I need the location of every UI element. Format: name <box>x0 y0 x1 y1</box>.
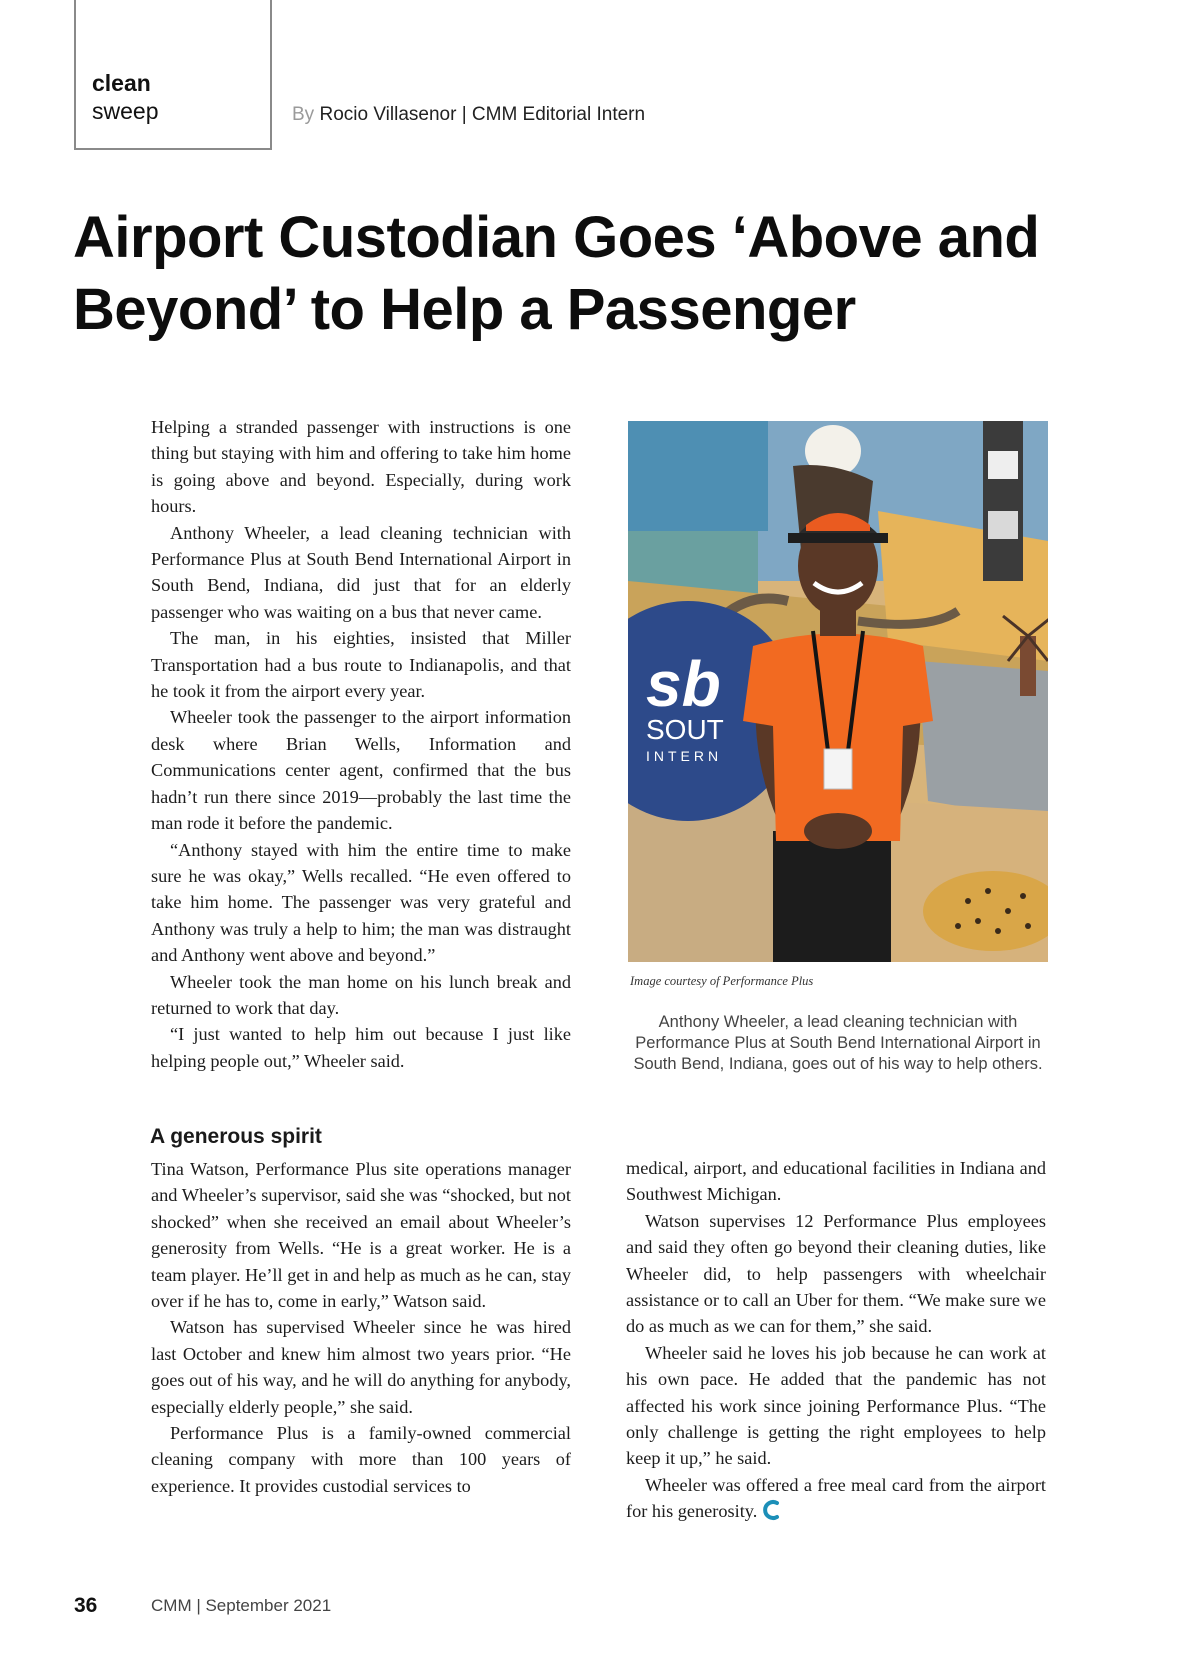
paragraph: “I just wanted to help him out because I just like helping people out,” Wheeler said. <box>151 1024 571 1071</box>
body-column-2 <box>151 1156 571 1499</box>
photo-credit: Image courtesy of Performance Plus <box>630 974 814 988</box>
paragraph: medical, airport, and educational facilities in Indiana and Southwest Michigan. <box>626 1158 1046 1205</box>
article-headline: Airport Custodian Goes ‘Above and Beyond’ to Help a Passenger <box>73 205 1040 342</box>
paragraph: Wheeler said he loves his job because he can work at his own pace. He added that the pandemic has not affected his work since joining Performance Plus. “The only challenge is getting the right employees to help keep it up,” he said. <box>626 1342 1046 1469</box>
paragraph: Watson supervises 12 Performance Plus employees and said they often go beyond their cleaning duties, like Wheeler did, to help passengers with wheelchair assistance or to call an Uber for them. “We make sure we do as much as we can for them,” she said. <box>626 1210 1046 1337</box>
byline <box>292 104 645 126</box>
sign-logo-text: sb <box>646 648 721 720</box>
photo-caption: Anthony Wheeler, a lead cleaning technician with Performance Plus at South Bend International Airport in South Bend, Indiana, goes out of his way to help others. <box>633 1013 1043 1073</box>
article-photo <box>628 421 1048 962</box>
paragraph-text: Wheeler was offered a free meal card from the airport for his generosity. <box>626 1474 1046 1522</box>
publication-footer: CMM | September 2021 <box>151 1596 332 1615</box>
photo-illustration <box>628 421 1048 962</box>
paragraph: Wheeler took the man home on his lunch break and returned to work that day. <box>151 971 571 1018</box>
paragraph: Performance Plus is a family-owned commercial cleaning company with more than 100 years of experience. It provides custodial services to <box>151 1423 571 1496</box>
page-number: 36 <box>74 1594 98 1617</box>
section-label-line1: clean <box>92 70 151 96</box>
sign-intl-text: INTERN <box>646 748 723 764</box>
byline-prefix: By <box>292 104 315 125</box>
paragraph: Tina Watson, Performance Plus site operations manager and Wheeler’s supervisor, said she was “shocked, but not shocked” when she received an email about Wheeler’s generosity from Wells. “He is a great worker. He is a team player. He’ll get in and help as much as he can, stay over if he has to, come in early,” Watson said. <box>151 1159 571 1312</box>
paragraph: Watson has supervised Wheeler since he was hired last October and knew him almost two years prior. “He goes out of his way, and he will do anything for anybody, especially elderly people,” she said. <box>151 1317 571 1417</box>
body-column-3 <box>626 1155 1046 1525</box>
paragraph: Wheeler took the passenger to the airport information desk where Brian Wells, Information and Communications center agent, confirmed that the bus hadn’t run there since 2019—probably the last time the man rode it before the pandemic. <box>151 707 571 834</box>
paragraph: The man, in his eighties, insisted that Miller Transportation had a bus route to Indianapolis, and that he took it from the airport every year. <box>151 628 571 702</box>
byline-author: Rocio Villasenor | CMM Editorial Intern <box>319 104 646 125</box>
body-column-1 <box>151 414 571 1074</box>
final-paragraph <box>626 1472 1046 1525</box>
sign-city-text: SOUT <box>646 714 724 745</box>
paragraph: Anthony Wheeler, a lead cleaning technician with Performance Plus at South Bend International Airport in South Bend, Indiana, did just that for an elderly passenger who was waiting on a bus that never came. <box>151 522 571 622</box>
section-label-box <box>74 0 272 150</box>
paragraph: Helping a stranded passenger with instructions is one thing but staying with him and offering to take him home is going above and beyond. Especially, during work hours. <box>151 417 571 517</box>
section-label-line2: sweep <box>92 98 159 124</box>
section-subhead: A generous spirit <box>150 1125 322 1148</box>
paragraph: “Anthony stayed with him the entire time to make sure he was okay,” Wells recalled. “He even offered to take him home. The passenger was very grateful and Anthony was truly a help to him; the man was distraught and Anthony went above and beyond.” <box>151 839 571 966</box>
end-mark-icon <box>761 1499 781 1521</box>
